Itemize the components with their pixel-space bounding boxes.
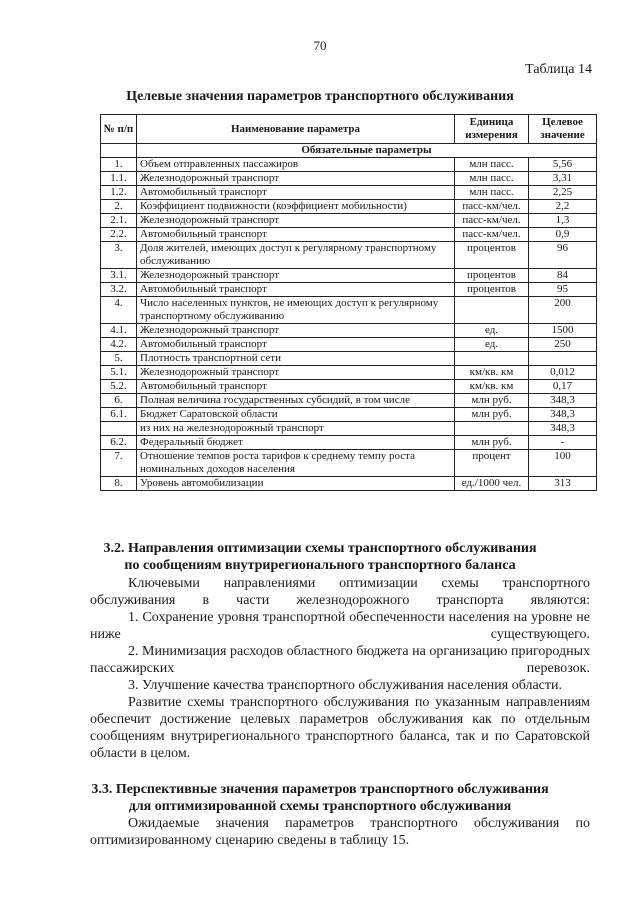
row-value: 2,2 xyxy=(529,200,597,214)
row-unit: млн пасс. xyxy=(455,158,529,172)
table-row xyxy=(101,450,597,477)
row-unit: процентов xyxy=(455,242,529,269)
heading-line: для оптимизированной схемы транспортного обслуживания xyxy=(128,799,512,814)
row-number: 1.1. xyxy=(101,172,137,186)
row-parameter-name: Плотность транспортной сети xyxy=(137,352,455,366)
table-row xyxy=(101,200,597,214)
row-parameter-name: Автомобильный транспорт xyxy=(137,228,455,242)
section-3-2-heading xyxy=(0,540,640,574)
row-unit: млн пасс. xyxy=(455,172,529,186)
row-value: 1500 xyxy=(529,324,597,338)
table-header-row xyxy=(101,115,597,144)
row-value: 100 xyxy=(529,450,597,477)
row-number: 7. xyxy=(101,450,137,477)
table-row xyxy=(101,436,597,450)
row-parameter-name: Коэффициент подвижности (коэффициент мобильности) xyxy=(137,200,455,214)
table-row xyxy=(101,394,597,408)
table-row xyxy=(101,422,597,436)
row-unit: пасс-км/чел. xyxy=(455,228,529,242)
row-unit: процент xyxy=(455,450,529,477)
row-value: 0,17 xyxy=(529,380,597,394)
table-row xyxy=(101,352,597,366)
row-value xyxy=(529,352,597,366)
row-number: 8. xyxy=(101,477,137,491)
row-parameter-name: Объем отправленных пассажиров xyxy=(137,158,455,172)
table-row xyxy=(101,214,597,228)
table-row xyxy=(101,408,597,422)
row-number: 4.2. xyxy=(101,338,137,352)
row-value: 3,31 xyxy=(529,172,597,186)
table-row xyxy=(101,297,597,324)
row-unit: ед. xyxy=(455,338,529,352)
row-unit: пасс-км/чел. xyxy=(455,214,529,228)
row-number xyxy=(101,422,137,436)
row-parameter-name: из них на железнодорожный транспорт xyxy=(137,422,455,436)
row-unit: пасс-км/чел. xyxy=(455,200,529,214)
row-number: 2.1. xyxy=(101,214,137,228)
table-row xyxy=(101,172,597,186)
row-value: - xyxy=(529,436,597,450)
row-unit: млн руб. xyxy=(455,394,529,408)
paragraph-intro: Ключевыми направлениями оптимизации схемы транспортного обслуживания в части железнодорожного транспорта являются: xyxy=(90,576,590,608)
table-label: Таблица 14 xyxy=(525,62,592,77)
row-number: 6.1. xyxy=(101,408,137,422)
table-row xyxy=(101,269,597,283)
header-value: Целевое значение xyxy=(529,115,597,144)
section-3-3-heading xyxy=(0,781,640,815)
row-number: 6. xyxy=(101,394,137,408)
table-row xyxy=(101,158,597,172)
row-number: 5. xyxy=(101,352,137,366)
parameters-table xyxy=(100,114,597,491)
row-parameter-name: Уровень автомобилизации xyxy=(137,477,455,491)
row-number: 5.2. xyxy=(101,380,137,394)
table-row xyxy=(101,186,597,200)
paragraph-item-3: 3. Улучшение качества транспортного обслуживания населения области. xyxy=(128,678,562,693)
row-parameter-name: Отношение темпов роста тарифов к среднему темпу роста номинальных доходов населения xyxy=(137,450,455,477)
table-title: Целевые значения параметров транспортного обслуживания xyxy=(126,89,514,104)
row-unit: млн пасс. xyxy=(455,186,529,200)
row-value: 96 xyxy=(529,242,597,269)
row-parameter-name: Бюджет Саратовской области xyxy=(137,408,455,422)
row-parameter-name: Автомобильный транспорт xyxy=(137,186,455,200)
row-value: 95 xyxy=(529,283,597,297)
page-number: 70 xyxy=(313,38,327,53)
row-unit: млн руб. xyxy=(455,408,529,422)
table-row xyxy=(101,242,597,269)
row-unit: ед. xyxy=(455,324,529,338)
row-parameter-name: Автомобильный транспорт xyxy=(137,283,455,297)
row-value: 1,3 xyxy=(529,214,597,228)
heading-line: 3.2. Направления оптимизации схемы транспортного обслуживания xyxy=(103,541,537,556)
row-number: 2.2. xyxy=(101,228,137,242)
row-parameter-name: Железнодорожный транспорт xyxy=(137,172,455,186)
heading-line: 3.3. Перспективные значения параметров транспортного обслуживания xyxy=(91,782,549,797)
row-unit: процентов xyxy=(455,283,529,297)
table-row xyxy=(101,380,597,394)
heading-line: по сообщениям внутрирегионального транспортного баланса xyxy=(124,558,516,573)
table-row xyxy=(101,477,597,491)
table-row xyxy=(101,283,597,297)
row-parameter-name: Доля жителей, имеющих доступ к регулярному транспортному обслуживанию xyxy=(137,242,455,269)
row-value: 348,3 xyxy=(529,408,597,422)
row-unit: км/кв. км xyxy=(455,380,529,394)
row-unit: км/кв. км xyxy=(455,366,529,380)
row-value: 5,56 xyxy=(529,158,597,172)
row-parameter-name: Железнодорожный транспорт xyxy=(137,324,455,338)
paragraph-item-1: 1. Сохранение уровня транспортной обеспеченности населения на уровне не ниже существующего. xyxy=(90,610,590,642)
row-value: 348,3 xyxy=(529,394,597,408)
table-row xyxy=(101,324,597,338)
row-unit xyxy=(455,422,529,436)
section-title: Обязательные параметры xyxy=(137,144,597,158)
row-unit: процентов xyxy=(455,269,529,283)
row-number: 4.1. xyxy=(101,324,137,338)
row-unit: млн руб. xyxy=(455,436,529,450)
header-unit: Единица измерения xyxy=(455,115,529,144)
row-parameter-name: Автомобильный транспорт xyxy=(137,338,455,352)
row-number: 5.1. xyxy=(101,366,137,380)
row-number: 1.2. xyxy=(101,186,137,200)
row-parameter-name: Число населенных пунктов, не имеющих доступ к регулярному транспортному обслуживанию xyxy=(137,297,455,324)
row-parameter-name: Полная величина государственных субсидий, в том числе xyxy=(137,394,455,408)
row-number: 3. xyxy=(101,242,137,269)
row-value: 2,25 xyxy=(529,186,597,200)
table-section-row xyxy=(101,144,597,158)
header-num: № п/п xyxy=(101,115,137,144)
row-value: 200 xyxy=(529,297,597,324)
row-unit: ед./1000 чел. xyxy=(455,477,529,491)
row-number: 3.2. xyxy=(101,283,137,297)
header-name: Наименование параметра xyxy=(137,115,455,144)
row-value: 313 xyxy=(529,477,597,491)
row-unit xyxy=(455,352,529,366)
table-row xyxy=(101,366,597,380)
paragraph-section-3-3: Ожидаемые значения параметров транспортного обслуживания по оптимизированному сценарию сведены в таблицу 15. xyxy=(90,816,590,848)
row-number: 2. xyxy=(101,200,137,214)
row-number: 3.1. xyxy=(101,269,137,283)
row-number: 4. xyxy=(101,297,137,324)
row-value: 0,9 xyxy=(529,228,597,242)
table-row xyxy=(101,228,597,242)
row-value: 84 xyxy=(529,269,597,283)
row-parameter-name: Федеральный бюджет xyxy=(137,436,455,450)
row-number: 6.2. xyxy=(101,436,137,450)
paragraph-item-2: 2. Минимизация расходов областного бюджета на организацию пригородных пассажирских перевозок. xyxy=(90,644,590,676)
row-value: 0,012 xyxy=(529,366,597,380)
row-unit xyxy=(455,297,529,324)
row-parameter-name: Железнодорожный транспорт xyxy=(137,214,455,228)
row-value: 348,3 xyxy=(529,422,597,436)
paragraph-conclusion: Развитие схемы транспортного обслуживания по указанным направлениям обеспечит достижение целевых параметров обслуживания как по отдельным сообщениям внутрирегионального транспортного баланса, так и по Саратовской области в целом. xyxy=(90,695,590,761)
row-number: 1. xyxy=(101,158,137,172)
row-parameter-name: Железнодорожный транспорт xyxy=(137,269,455,283)
table-row xyxy=(101,338,597,352)
row-value: 250 xyxy=(529,338,597,352)
row-parameter-name: Железнодорожный транспорт xyxy=(137,366,455,380)
row-parameter-name: Автомобильный транспорт xyxy=(137,380,455,394)
